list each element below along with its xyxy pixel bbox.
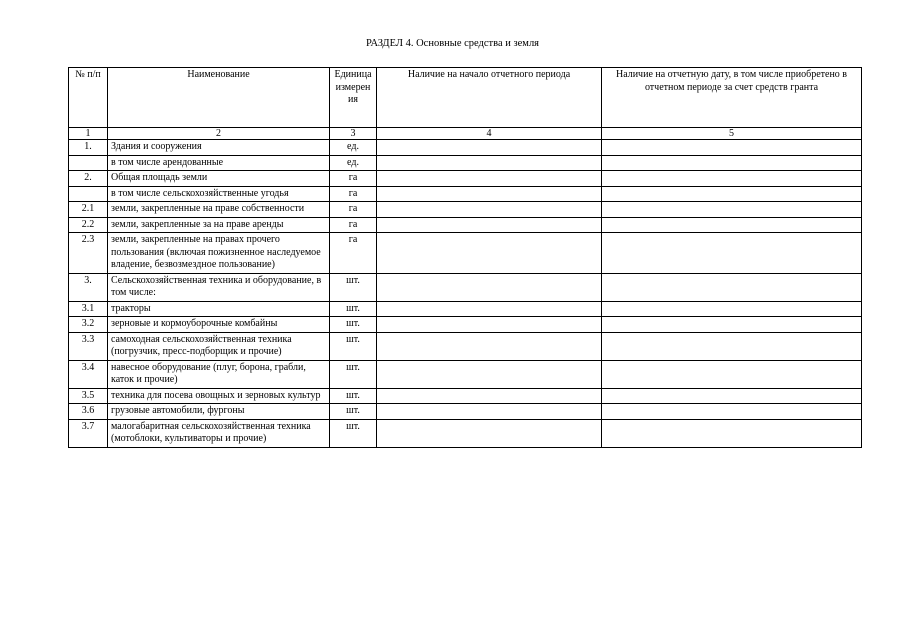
start-value-cell[interactable] (377, 388, 602, 404)
column-index-row (69, 128, 862, 140)
row-name: Общая площадь земли (108, 171, 330, 187)
row-name: Здания и сооружения (108, 140, 330, 156)
table-row (69, 273, 862, 301)
row-unit: шт. (330, 388, 377, 404)
row-number: 3.2 (69, 317, 108, 333)
table-row (69, 419, 862, 447)
end-value-cell[interactable] (602, 273, 862, 301)
table-row (69, 404, 862, 420)
row-number: 3.7 (69, 419, 108, 447)
row-unit: ед. (330, 155, 377, 171)
row-unit: шт. (330, 360, 377, 388)
table-row (69, 140, 862, 156)
row-name: навесное оборудование (плуг, борона, грабли, каток и прочие) (108, 360, 330, 388)
end-value-cell[interactable] (602, 317, 862, 333)
start-value-cell[interactable] (377, 332, 602, 360)
row-name: в том числе сельскохозяйственные угодья (108, 186, 330, 202)
table-row (69, 301, 862, 317)
row-name: грузовые автомобили, фургоны (108, 404, 330, 420)
row-unit: ед. (330, 140, 377, 156)
row-number: 3. (69, 273, 108, 301)
index-cell: 1 (69, 128, 108, 140)
row-name: земли, закрепленные на праве собственности (108, 202, 330, 218)
row-unit: шт. (330, 332, 377, 360)
table-row (69, 202, 862, 218)
start-value-cell[interactable] (377, 301, 602, 317)
start-value-cell[interactable] (377, 404, 602, 420)
header-num: № п/п (69, 68, 108, 128)
start-value-cell[interactable] (377, 317, 602, 333)
start-value-cell[interactable] (377, 273, 602, 301)
end-value-cell[interactable] (602, 217, 862, 233)
table-row (69, 217, 862, 233)
index-cell: 3 (330, 128, 377, 140)
end-value-cell[interactable] (602, 186, 862, 202)
row-number: 2.3 (69, 233, 108, 274)
row-number: 2.2 (69, 217, 108, 233)
start-value-cell[interactable] (377, 155, 602, 171)
row-unit: шт. (330, 419, 377, 447)
row-number: 1. (69, 140, 108, 156)
row-name: земли, закрепленные за на праве аренды (108, 217, 330, 233)
row-number: 2.1 (69, 202, 108, 218)
start-value-cell[interactable] (377, 233, 602, 274)
end-value-cell[interactable] (602, 233, 862, 274)
row-unit: шт. (330, 404, 377, 420)
table-row (69, 332, 862, 360)
table-row (69, 186, 862, 202)
index-cell: 4 (377, 128, 602, 140)
row-unit: шт. (330, 273, 377, 301)
row-number: 3.5 (69, 388, 108, 404)
row-name: малогабаритная сельскохозяйственная техника (мотоблоки, культиваторы и прочие) (108, 419, 330, 447)
row-name: самоходная сельскохозяйственная техника (погрузчик, пресс-подборщик и прочие) (108, 332, 330, 360)
start-value-cell[interactable] (377, 360, 602, 388)
start-value-cell[interactable] (377, 202, 602, 218)
fixed-assets-table (68, 67, 862, 448)
row-name: в том числе арендованные (108, 155, 330, 171)
row-unit: га (330, 171, 377, 187)
header-start: Наличие на начало отчетного периода (377, 68, 602, 128)
end-value-cell[interactable] (602, 202, 862, 218)
table-row (69, 171, 862, 187)
table-row (69, 388, 862, 404)
row-name: тракторы (108, 301, 330, 317)
end-value-cell[interactable] (602, 332, 862, 360)
end-value-cell[interactable] (602, 360, 862, 388)
row-number: 3.4 (69, 360, 108, 388)
row-unit: га (330, 202, 377, 218)
table-row (69, 155, 862, 171)
row-unit: шт. (330, 317, 377, 333)
row-unit: га (330, 186, 377, 202)
row-name: Сельскохозяйственная техника и оборудование, в том числе: (108, 273, 330, 301)
end-value-cell[interactable] (602, 388, 862, 404)
start-value-cell[interactable] (377, 186, 602, 202)
table-row (69, 360, 862, 388)
index-cell: 5 (602, 128, 862, 140)
table-body (69, 140, 862, 448)
header-name: Наименование (108, 68, 330, 128)
header-end: Наличие на отчетную дату, в том числе приобретено в отчетном периоде за счет средств гранта (602, 68, 862, 128)
row-number: 3.1 (69, 301, 108, 317)
table-row (69, 317, 862, 333)
end-value-cell[interactable] (602, 419, 862, 447)
row-unit: га (330, 233, 377, 274)
start-value-cell[interactable] (377, 217, 602, 233)
row-number (69, 186, 108, 202)
row-name: техника для посева овощных и зерновых культур (108, 388, 330, 404)
row-unit: шт. (330, 301, 377, 317)
end-value-cell[interactable] (602, 171, 862, 187)
end-value-cell[interactable] (602, 155, 862, 171)
row-name: зерновые и кормоуборочные комбайны (108, 317, 330, 333)
table-row (69, 233, 862, 274)
header-unit: Единица измерения (330, 68, 377, 128)
section-title: РАЗДЕЛ 4. Основные средства и земля (365, 38, 540, 49)
index-cell: 2 (108, 128, 330, 140)
row-name: земли, закрепленные на правах прочего пользования (включая пожизненное наследуемое владение, безвозмездное пользование) (108, 233, 330, 274)
start-value-cell[interactable] (377, 171, 602, 187)
header-row (69, 68, 862, 128)
start-value-cell[interactable] (377, 419, 602, 447)
end-value-cell[interactable] (602, 301, 862, 317)
row-number: 3.6 (69, 404, 108, 420)
row-number (69, 155, 108, 171)
row-number: 3.3 (69, 332, 108, 360)
row-unit: га (330, 217, 377, 233)
row-number: 2. (69, 171, 108, 187)
end-value-cell[interactable] (602, 140, 862, 156)
start-value-cell[interactable] (377, 140, 602, 156)
end-value-cell[interactable] (602, 404, 862, 420)
